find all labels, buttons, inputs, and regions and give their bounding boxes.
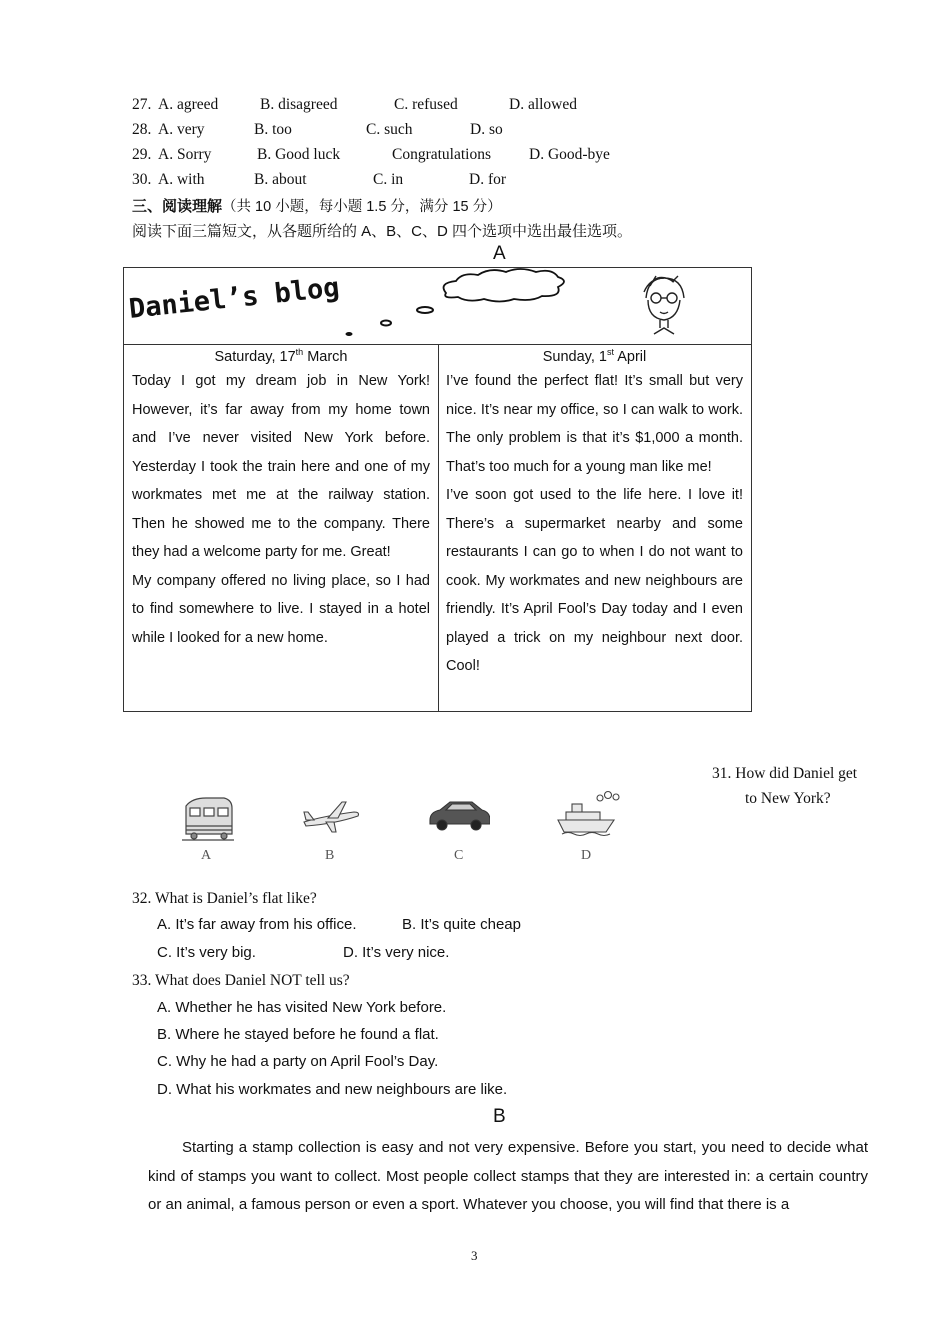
option-a: A. agreed bbox=[158, 96, 219, 113]
thought-dot-icon bbox=[381, 321, 391, 326]
option-d: D. so bbox=[470, 121, 503, 138]
picture-label: C bbox=[454, 848, 464, 863]
option-b: B. disagreed bbox=[260, 96, 338, 113]
boy-face-icon bbox=[644, 276, 684, 334]
option-c: C. refused bbox=[394, 96, 458, 113]
q33-stem: 33. What does Daniel NOT tell us? bbox=[132, 972, 350, 989]
train-icon bbox=[180, 796, 236, 846]
q31-stem-line2: to New York? bbox=[745, 790, 831, 807]
question-number: 28. bbox=[132, 121, 152, 138]
q32-option-d: D. It’s very nice. bbox=[343, 944, 450, 961]
question-number: 27. bbox=[132, 96, 152, 113]
ship-icon bbox=[556, 790, 622, 838]
thought-dot-icon bbox=[417, 307, 433, 313]
passage-a-label: A bbox=[493, 243, 506, 264]
q33-option-a: A. Whether he has visited New York before. bbox=[157, 999, 447, 1016]
section-instruction: 阅读下面三篇短文，从各题所给的 A、B、C、D 四个选项中选出最佳选项。 bbox=[132, 223, 633, 240]
option-c: Congratulations bbox=[392, 146, 492, 163]
option-c: C. in bbox=[373, 171, 404, 188]
option-d: D. allowed bbox=[509, 96, 578, 113]
option-b: B. Good luck bbox=[257, 146, 341, 163]
section-note: （共 10 小题，每小题 1.5 分，满分 15 分） bbox=[222, 199, 502, 215]
thought-dot-icon bbox=[346, 332, 353, 336]
car-icon bbox=[426, 798, 490, 834]
q33-option-b: B. Where he stayed before he found a flat. bbox=[157, 1026, 439, 1043]
q32-option-c: C. It’s very big. bbox=[157, 944, 256, 961]
q32-option-b: B. It’s quite cheap bbox=[402, 916, 521, 933]
question-number: 30. bbox=[132, 171, 152, 188]
entry-paragraph: My company offered no living place, so I had to find somewhere to live. I stayed in a hotel while I looked for a new home. bbox=[132, 572, 430, 646]
passage-b-label: B bbox=[493, 1106, 506, 1127]
option-b: B. too bbox=[254, 121, 292, 138]
entry-date-month: April bbox=[614, 349, 647, 365]
picture-label: A bbox=[201, 848, 212, 863]
picture-label: D bbox=[581, 848, 592, 863]
entry-text bbox=[124, 367, 438, 652]
entry-date bbox=[124, 347, 438, 367]
option-d: D. Good-bye bbox=[529, 146, 610, 163]
entry-date-suffix: th bbox=[295, 347, 304, 358]
section-title: 三、阅读理解 bbox=[132, 198, 223, 215]
q32-option-a: A. It’s far away from his office. bbox=[157, 916, 357, 933]
option-c: C. such bbox=[366, 121, 413, 138]
option-d: D. for bbox=[469, 171, 507, 188]
blog-title: Daniel’s blog bbox=[127, 272, 341, 325]
blog-header bbox=[124, 268, 751, 345]
blog-entry-left bbox=[124, 344, 439, 711]
option-b: B. about bbox=[254, 171, 307, 188]
q33-option-d: D. What his workmates and new neighbours are like. bbox=[157, 1081, 508, 1098]
entry-paragraph: I’ve found the perfect flat! It’s small but very nice. It’s near my office, so I can walk to work. The only problem is that it’s $1,000 a month. That’s too much for a young man like me! bbox=[446, 373, 743, 475]
thought-cloud-icon bbox=[444, 269, 564, 302]
entry-date bbox=[438, 347, 751, 367]
entry-date-day: Saturday, 17 bbox=[214, 349, 296, 365]
option-a: A. very bbox=[158, 121, 205, 138]
airplane-icon bbox=[300, 800, 362, 836]
blog-header-art bbox=[124, 268, 752, 344]
entry-date-day: Sunday, 1 bbox=[542, 349, 607, 365]
blog-box bbox=[123, 267, 752, 712]
option-a: A. with bbox=[158, 171, 205, 188]
entry-text bbox=[438, 367, 751, 681]
entry-paragraph: I’ve soon got used to the life here. I love it! There’s a supermarket nearby and some restaurants I can go to when I do not want to cook. My workmates and new neighbours are friendly. It’s April Fool’s Day today and I even played a trick on my neighbour next door. Cool! bbox=[446, 487, 743, 674]
q32-stem: 32. What is Daniel’s flat like? bbox=[132, 890, 317, 907]
section-header bbox=[132, 195, 502, 216]
entry-date-month: March bbox=[303, 349, 348, 365]
q31-stem-line1: 31. How did Daniel get bbox=[712, 765, 858, 782]
question-number: 29. bbox=[132, 146, 152, 163]
picture-label: B bbox=[325, 848, 335, 863]
entry-date-suffix: st bbox=[606, 347, 614, 358]
passage-paragraph: Starting a stamp collection is easy and not very expensive. Before you start, you need to decide what kind of stamps you want to collect. Most people collect stamps that they are interested in: a certain country or an animal, a famous person or even a sport. Whatever you choose, you will find that there is a bbox=[148, 1139, 868, 1213]
option-a: A. Sorry bbox=[158, 146, 212, 163]
page-number: 3 bbox=[471, 1248, 478, 1263]
q33-option-c: C. Why he had a party on April Fool’s Day. bbox=[157, 1053, 439, 1070]
entry-paragraph: Today I got my dream job in New York! However, it’s far away from my home town and I’ve never visited New York before. Yesterday I took the train here and one of my workmates met me at the railway station. Then he showed me to the company. There they had a welcome party for me. Great! bbox=[132, 373, 430, 560]
passage-b-text bbox=[148, 1134, 868, 1220]
blog-entry-right bbox=[438, 344, 751, 711]
